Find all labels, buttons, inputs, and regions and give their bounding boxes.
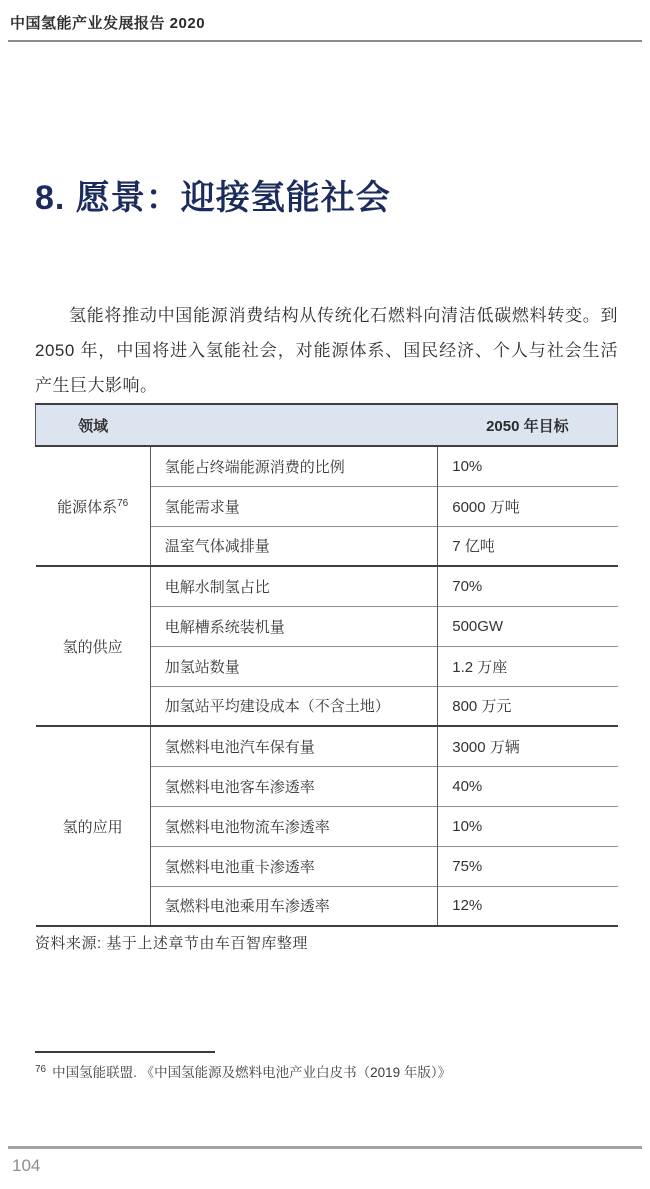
report-title: 中国氢能产业发展报告 2020 (10, 15, 206, 32)
indicator-cell: 氢能需求量 (150, 486, 437, 526)
footnote-marker: 76 (35, 1063, 47, 1075)
footnote-text: 中国氢能联盟. 《中国氢能源及燃料电池产业白皮书（2019 年版）》 (52, 1065, 452, 1080)
footnote-divider (35, 1051, 215, 1053)
indicator-cell: 氢能占终端能源消费的比例 (150, 446, 437, 486)
footnote-ref: 76 (117, 497, 129, 509)
indicator-cell: 加氢站数量 (150, 646, 437, 686)
indicator-cell: 氢燃料电池汽车保有量 (150, 726, 437, 766)
indicator-cell: 温室气体减排量 (150, 526, 437, 566)
target-cell: 12% (438, 886, 618, 926)
target-cell: 1.2 万座 (438, 646, 618, 686)
header-cell-indicator (150, 404, 437, 446)
indicator-cell: 氢燃料电池物流车渗透率 (150, 806, 437, 846)
footnote (35, 1062, 620, 1083)
target-cell: 10% (438, 446, 618, 486)
group-hydrogen-application (36, 726, 618, 926)
table-row (36, 446, 618, 486)
target-cell: 75% (438, 846, 618, 886)
target-cell: 3000 万辆 (438, 726, 618, 766)
target-cell: 500GW (438, 606, 618, 646)
target-cell: 6000 万吨 (438, 486, 618, 526)
source-note: 资料来源: 基于上述章节由车百智库整理 (35, 935, 308, 952)
table-row (36, 726, 618, 766)
indicator-cell: 电解槽系统装机量 (150, 606, 437, 646)
table-row (36, 566, 618, 606)
target-cell: 10% (438, 806, 618, 846)
group-hydrogen-supply (36, 566, 618, 726)
footer-divider (8, 1146, 642, 1149)
table-header-row (36, 404, 618, 446)
indicator-cell: 电解水制氢占比 (150, 566, 437, 606)
indicator-cell: 氢燃料电池客车渗透率 (150, 766, 437, 806)
group-label: 氢的应用 (62, 818, 123, 836)
header-cell-target: 2050 年目标 (438, 404, 618, 446)
page-number: 104 (12, 1156, 41, 1175)
running-header (8, 0, 642, 42)
intro-paragraph: 氢能将推动中国能源消费结构从传统化石燃料向清洁低碳燃料转变。到 2050 年，中国将进入氢能社会，对能源体系、国民经济、个人与社会生活产生巨大影响。 (35, 306, 618, 395)
indicator-cell: 加氢站平均建设成本（不含土地） (150, 686, 437, 726)
group-label: 能源体系$^{76}$ (57, 497, 129, 516)
group-label: 氢的供应 (62, 638, 123, 656)
section-title: 8. 愿景：迎接氢能社会 (35, 178, 391, 217)
target-cell: 800 万元 (438, 686, 618, 726)
header-cell-field: 领域 (36, 404, 151, 446)
target-cell: 70% (438, 566, 618, 606)
targets-2050-table (35, 403, 618, 927)
indicator-cell: 氢燃料电池乘用车渗透率 (150, 886, 437, 926)
target-cell: 7 亿吨 (438, 526, 618, 566)
group-energy-system (36, 446, 618, 566)
target-cell: 40% (438, 766, 618, 806)
indicator-cell: 氢燃料电池重卡渗透率 (150, 846, 437, 886)
